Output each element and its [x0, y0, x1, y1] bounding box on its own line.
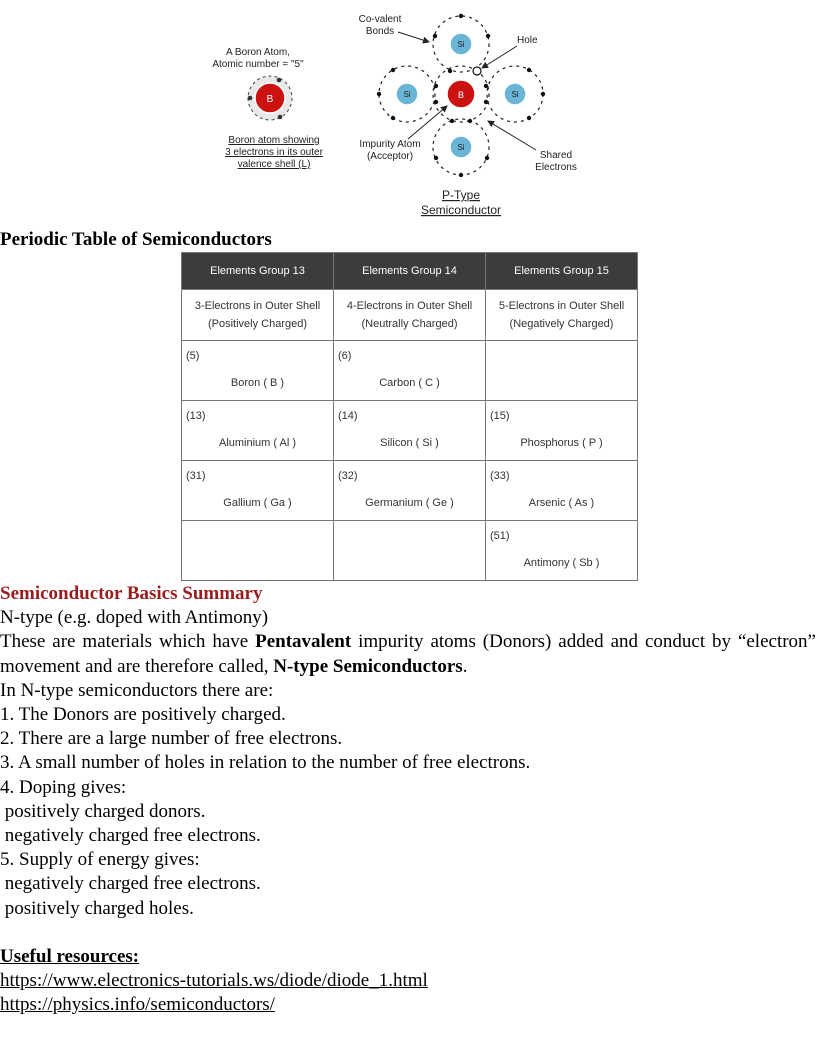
- desc-group-15: [486, 290, 638, 341]
- covalent-label-line2: Bonds: [365, 26, 395, 37]
- element-cell: [334, 521, 486, 581]
- desc-text: 3-Electrons in Outer Shell: [194, 300, 321, 312]
- pentavalent-term: Pentavalent: [255, 631, 352, 653]
- ptype-title-line1: P-Type: [441, 188, 481, 202]
- summary-line: 3. A small number of holes in relation to the number of free electrons.: [0, 752, 531, 774]
- si-bottom-label: Si: [457, 143, 465, 152]
- summary-line: 4. Doping gives:: [0, 776, 127, 798]
- p-type-diagram: [210, 8, 580, 223]
- p-type-diagram-svg: [210, 8, 580, 223]
- summary-section: [0, 582, 816, 1017]
- si-left-label: Si: [403, 90, 411, 99]
- element-name: Germanium ( Ge ): [365, 497, 454, 509]
- element-cell: [486, 341, 638, 401]
- shared-label-line1: Shared: [539, 150, 573, 161]
- element-name: Boron ( B ): [230, 377, 285, 389]
- summary-title: Semiconductor Basics Summary: [0, 583, 263, 604]
- element-name: Phosphorus ( P ): [520, 437, 603, 449]
- table-row: [182, 461, 638, 521]
- desc-group-13: [182, 290, 334, 341]
- summary-subtitle: N-type (e.g. doped with Antimony): [0, 607, 269, 629]
- desc-text: 4-Electrons in Outer Shell: [346, 300, 473, 312]
- element-cell: [182, 401, 334, 461]
- resource-link-item: [0, 993, 816, 1017]
- summary-line: positively charged donors.: [0, 800, 206, 822]
- periodic-table: [181, 252, 638, 581]
- desc-group-14: [334, 290, 486, 341]
- atomic-number: (31): [186, 470, 206, 482]
- covalent-arrow: [398, 32, 429, 42]
- impurity-arrow: [408, 106, 447, 139]
- element-name: Carbon ( C ): [379, 377, 440, 389]
- summary-line: 1. The Donors are positively charged.: [0, 704, 286, 726]
- element-cell: [486, 461, 638, 521]
- desc-text: 5-Electrons in Outer Shell: [498, 300, 625, 312]
- summary-line: 5. Supply of energy gives:: [0, 849, 200, 871]
- summary-intro: In N-type semiconductors there are:: [0, 679, 274, 701]
- desc-charge: (Positively Charged): [207, 318, 308, 330]
- element-cell: [182, 461, 334, 521]
- impurity-symbol: B: [457, 90, 465, 100]
- resource-link-physics-info[interactable]: https://physics.info/semiconductors/: [0, 994, 275, 1016]
- para-mid: impurity atoms (Donors) added and conduct by “electron” movement and are therefore called,: [0, 631, 816, 677]
- boron-atom-label-line2: Atomic number = "5": [212, 59, 304, 70]
- para-end: .: [462, 655, 468, 677]
- table-row: [182, 401, 638, 461]
- summary-line: negatively charged free electrons.: [0, 873, 261, 895]
- atomic-number: (32): [338, 470, 358, 482]
- hole: [473, 67, 481, 75]
- resource-link-electronics-tutorials[interactable]: https://www.electronics-tutorials.ws/diode/diode_1.html: [0, 970, 428, 992]
- spacer: [0, 921, 816, 945]
- atomic-number: (6): [338, 350, 352, 362]
- para-before: These are materials which have: [0, 631, 256, 653]
- si-right-label: Si: [511, 90, 519, 99]
- n-type-term: N-type Semiconductors: [273, 655, 463, 677]
- atomic-number: (5): [186, 350, 200, 362]
- summary-line: positively charged holes.: [0, 897, 194, 919]
- atomic-number: (51): [490, 530, 510, 542]
- element-cell: [334, 401, 486, 461]
- header-group-14: Elements Group 14: [334, 253, 486, 290]
- element-name: Gallium ( Ga ): [223, 497, 292, 509]
- hole-arrow: [482, 46, 517, 68]
- summary-line: negatively charged free electrons.: [0, 825, 261, 847]
- impurity-label-line1: Impurity Atom: [359, 139, 421, 150]
- atomic-number: (15): [490, 410, 510, 422]
- atomic-number: (14): [338, 410, 358, 422]
- header-group-15: Elements Group 15: [486, 253, 638, 290]
- element-cell: [334, 341, 486, 401]
- shared-label-line2: Electrons: [535, 162, 577, 173]
- element-cell: [182, 521, 334, 581]
- hole-label: Hole: [517, 35, 538, 46]
- resource-link-item: [0, 969, 816, 993]
- element-cell: [486, 521, 638, 581]
- summary-line: 2. There are a large number of free electrons.: [0, 728, 343, 750]
- header-group-13: Elements Group 13: [182, 253, 334, 290]
- covalent-label-line1: Co-valent: [358, 14, 402, 25]
- atomic-number: (13): [186, 410, 206, 422]
- si-top-label: Si: [457, 40, 465, 49]
- element-name: Aluminium ( Al ): [218, 437, 297, 449]
- table-row: [182, 341, 638, 401]
- table-header-row: [182, 253, 638, 290]
- desc-charge: (Neutrally Charged): [361, 318, 458, 330]
- boron-caption-line2: 3 electrons in its outer: [225, 147, 323, 158]
- table-description-row: [182, 290, 638, 341]
- atomic-number: (33): [490, 470, 510, 482]
- element-cell: [334, 461, 486, 521]
- boron-atom-label-line1: A Boron Atom,: [226, 47, 290, 58]
- table-row: [182, 521, 638, 581]
- resources-title: Useful resources:: [0, 945, 140, 967]
- table-heading: Periodic Table of Semiconductors: [0, 229, 272, 250]
- summary-paragraph: [0, 630, 816, 678]
- element-cell: [486, 401, 638, 461]
- element-name: Silicon ( Si ): [380, 437, 439, 449]
- element-name: Antimony ( Sb ): [523, 557, 600, 569]
- element-cell: [182, 341, 334, 401]
- impurity-label-line2: (Acceptor): [366, 151, 414, 162]
- boron-symbol: B: [266, 94, 274, 105]
- shared-arrow: [488, 121, 536, 150]
- desc-charge: (Negatively Charged): [509, 318, 614, 330]
- boron-caption-line3: valence shell (L): [237, 159, 311, 170]
- ptype-title-line2: Semiconductor: [420, 203, 502, 217]
- element-name: Arsenic ( As ): [528, 497, 595, 509]
- boron-caption-line1: Boron atom showing: [228, 135, 320, 146]
